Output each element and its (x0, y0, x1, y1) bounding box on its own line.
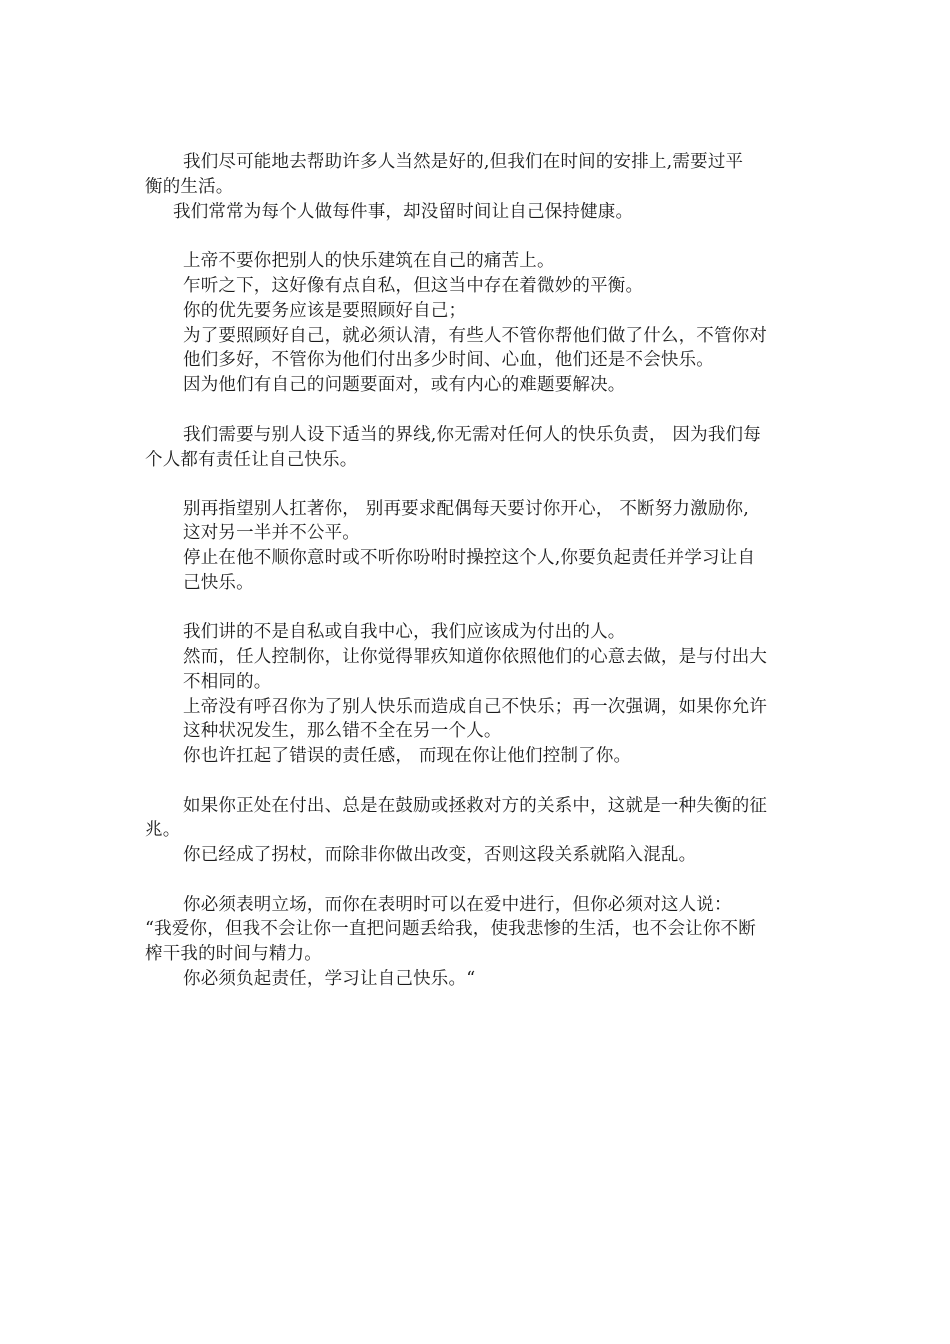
text-line: 别再指望别人扛著你， 别再要求配偶每天要讨你开心， 不断努力激励你, (183, 499, 749, 519)
text-line: 如果你正处在付出、总是在鼓励或拯救对方的关系中，这就是一种失衡的征 (183, 796, 768, 816)
text-line: 乍听之下，这好像有点自私，但这当中存在着微妙的平衡。 (183, 276, 644, 296)
text-line: 他们多好，不管你为他们付出多少时间、心血，他们还是不会快乐。 (183, 350, 714, 370)
text-line: 然而，任人控制你，让你觉得罪疚知道你依照他们的心意去做，是与付出大 (183, 647, 768, 667)
text-line: 这种状况发生，那么错不全在另一个人。 (183, 721, 502, 741)
text-line: 我们尽可能地去帮助许多人当然是好的,但我们在时间的安排上,需要过平 (183, 152, 744, 172)
text-line: “我爱你，但我不会让你一直把问题丢给我，使我悲惨的生活，也不会让你不断 (145, 919, 756, 939)
text-line: 因为他们有自己的问题要面对，或有内心的难题要解决。 (183, 375, 626, 395)
text-line: 停止在他不顺你意时或不听你吩咐时操控这个人,你要负起责任并学习让自 (183, 548, 756, 568)
text-line: 我们需要与别人设下适当的界线,你无需对任何人的快乐负责， 因为我们每 (183, 425, 761, 445)
text-line: 上帝不要你把别人的快乐建筑在自己的痛苦上。 (183, 251, 555, 271)
text-line: 我们常常为每个人做每件事，却没留时间让自己保持健康。 (173, 202, 634, 222)
text-line: 榨干我的时间与精力。 (145, 944, 322, 964)
text-line: 兆。 (145, 820, 181, 840)
text-line: 这对另一半并不公平。 (183, 523, 360, 543)
text-line: 你也许扛起了错误的责任感， 而现在你让他们控制了你。 (183, 746, 632, 766)
text-line: 衡的生活。 (145, 177, 234, 197)
text-line: 个人都有责任让自己快乐。 (145, 450, 358, 470)
text-line: 你已经成了拐杖，而除非你做出改变，否则这段关系就陷入混乱。 (183, 845, 697, 865)
text-line: 不相同的。 (183, 672, 272, 692)
text-line: 你的优先要务应该是要照顾好自己； (183, 301, 467, 321)
text-line: 己快乐。 (183, 573, 254, 593)
text-line: 为了要照顾好自己，就必须认清，有些人不管你帮他们做了什么，不管你对 (183, 326, 768, 346)
text-line: 上帝没有呼召你为了别人快乐而造成自己不快乐；再一次强调，如果你允许 (183, 697, 768, 717)
text-line: 你必须表明立场，而你在表明时可以在爱中进行，但你必须对这人说： (183, 895, 732, 915)
text-line: 我们讲的不是自私或自我中心，我们应该成为付出的人。 (183, 622, 626, 642)
text-line: 你必须负起责任，学习让自己快乐。“ (183, 969, 476, 989)
